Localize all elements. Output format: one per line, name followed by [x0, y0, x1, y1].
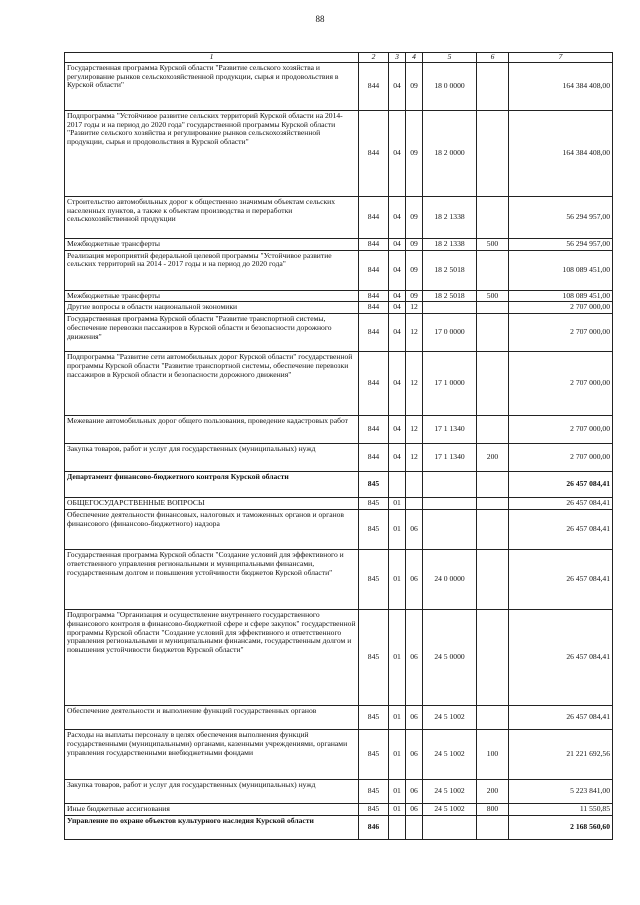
table-row: [65, 498, 613, 510]
vr-cell: 500: [477, 238, 509, 250]
rz-cell: [389, 472, 406, 498]
ved-cell: 844: [359, 238, 389, 250]
ved-cell: 845: [359, 705, 389, 729]
header-cell: 4: [406, 53, 423, 63]
vr-cell: [477, 472, 509, 498]
header-cell: 2: [359, 53, 389, 63]
ved-cell: 846: [359, 815, 389, 839]
vr-cell: [477, 549, 509, 609]
table-row: [65, 609, 613, 705]
pr-cell: [406, 472, 423, 498]
csr-cell: 24 0 0000: [423, 549, 477, 609]
ved-cell: 845: [359, 472, 389, 498]
ved-cell: 844: [359, 416, 389, 444]
ved-cell: 844: [359, 62, 389, 110]
csr-cell: [423, 815, 477, 839]
table-row: [65, 290, 613, 302]
ved-cell: 844: [359, 314, 389, 352]
row-name-cell: Межбюджетные трансферты: [65, 290, 359, 302]
pr-cell: 09: [406, 62, 423, 110]
sum-cell: 21 221 692,56: [509, 729, 613, 779]
vr-cell: 200: [477, 444, 509, 472]
rz-cell: [389, 815, 406, 839]
rz-cell: 01: [389, 705, 406, 729]
ved-cell: 845: [359, 498, 389, 510]
vr-cell: [477, 314, 509, 352]
row-name-cell: Межевание автомобильных дорог общего пользования, проведение кадастровых работ: [65, 416, 359, 444]
vr-cell: 800: [477, 803, 509, 815]
pr-cell: 06: [406, 803, 423, 815]
rz-cell: 01: [389, 803, 406, 815]
sum-cell: 26 457 084,41: [509, 498, 613, 510]
header-row: [65, 53, 613, 63]
row-name-cell: Реализация мероприятий федеральной целевой программы "Устойчивое развитие сельских территорий на 2014 - 2017 годы и на период до 2020 года": [65, 250, 359, 290]
sum-cell: 108 089 451,00: [509, 290, 613, 302]
vr-cell: 500: [477, 290, 509, 302]
header-cell: 6: [477, 53, 509, 63]
sum-cell: 2 707 000,00: [509, 314, 613, 352]
row-name-cell: Закупка товаров, работ и услуг для государственных (муниципальных) нужд: [65, 444, 359, 472]
sum-cell: 2 707 000,00: [509, 444, 613, 472]
rz-cell: 04: [389, 352, 406, 416]
pr-cell: 06: [406, 779, 423, 803]
csr-cell: 17 1 0000: [423, 352, 477, 416]
rz-cell: 04: [389, 302, 406, 314]
csr-cell: 18 2 1338: [423, 196, 477, 238]
ved-cell: 844: [359, 250, 389, 290]
rz-cell: 04: [389, 196, 406, 238]
rz-cell: 04: [389, 238, 406, 250]
csr-cell: [423, 509, 477, 549]
csr-cell: 17 1 1340: [423, 416, 477, 444]
table-row: [65, 314, 613, 352]
sum-cell: 164 384 408,00: [509, 62, 613, 110]
ved-cell: 844: [359, 110, 389, 196]
vr-cell: 200: [477, 779, 509, 803]
csr-cell: 24 5 1002: [423, 729, 477, 779]
csr-cell: [423, 302, 477, 314]
ved-cell: 845: [359, 729, 389, 779]
table-row: [65, 815, 613, 839]
header-cell: 3: [389, 53, 406, 63]
ved-cell: 845: [359, 609, 389, 705]
csr-cell: 17 0 0000: [423, 314, 477, 352]
table-row: [65, 549, 613, 609]
csr-cell: 24 5 1002: [423, 803, 477, 815]
rz-cell: 01: [389, 498, 406, 510]
sum-cell: 56 294 957,00: [509, 238, 613, 250]
row-name-cell: Государственная программа Курской области "Создание условий для эффективного и ответственного управления региональными и муниципальными финансами, государственным долгом и повышения устойчивости бюджетов Курской области": [65, 549, 359, 609]
row-name-cell: Подпрограмма "Устойчивое развитие сельских территорий Курской области на 2014-2017 годы и на период до 2020 года" государственной программы Курской области "Развитие сельского хозяйства и регулирование рынков сельскохозяйственной продукции, сырья и продовольствия в Курской области": [65, 110, 359, 196]
csr-cell: [423, 498, 477, 510]
pr-cell: 09: [406, 196, 423, 238]
rz-cell: 01: [389, 509, 406, 549]
sum-cell: 2 707 000,00: [509, 302, 613, 314]
csr-cell: [423, 472, 477, 498]
csr-cell: 18 0 0000: [423, 62, 477, 110]
pr-cell: 06: [406, 729, 423, 779]
vr-cell: [477, 498, 509, 510]
row-name-cell: Департамент финансово-бюджетного контроля Курской области: [65, 472, 359, 498]
row-name-cell: Государственная программа Курской области "Развитие транспортной системы, обеспечение перевозки пассажиров в Курской области и безопасности дорожного движения": [65, 314, 359, 352]
sum-cell: 26 457 084,41: [509, 549, 613, 609]
rz-cell: 01: [389, 549, 406, 609]
pr-cell: 12: [406, 444, 423, 472]
row-name-cell: Межбюджетные трансферты: [65, 238, 359, 250]
table-row: [65, 705, 613, 729]
pr-cell: 12: [406, 416, 423, 444]
sum-cell: 5 223 841,00: [509, 779, 613, 803]
pr-cell: 12: [406, 352, 423, 416]
sum-cell: 2 707 000,00: [509, 352, 613, 416]
row-name-cell: Другие вопросы в области национальной экономики: [65, 302, 359, 314]
csr-cell: 18 2 5018: [423, 290, 477, 302]
row-name-cell: Обеспечение деятельности финансовых, налоговых и таможенных органов и органов финансового (финансово-бюджетного) надзора: [65, 509, 359, 549]
sum-cell: 2 168 560,60: [509, 815, 613, 839]
pr-cell: 06: [406, 705, 423, 729]
csr-cell: 18 2 0000: [423, 110, 477, 196]
table-row: [65, 352, 613, 416]
ved-cell: 844: [359, 290, 389, 302]
sum-cell: 26 457 084,41: [509, 609, 613, 705]
row-name-cell: ОБЩЕГОСУДАРСТВЕННЫЕ ВОПРОСЫ: [65, 498, 359, 510]
row-name-cell: Строительство автомобильных дорог к общественно значимым объектам сельских населенных пунктов, а также к объектам производства и переработки сельскохозяйственной продукции: [65, 196, 359, 238]
ved-cell: 844: [359, 302, 389, 314]
table-row: [65, 196, 613, 238]
ved-cell: 845: [359, 779, 389, 803]
vr-cell: [477, 509, 509, 549]
rz-cell: 01: [389, 729, 406, 779]
ved-cell: 845: [359, 803, 389, 815]
header-cell: 7: [509, 53, 613, 63]
vr-cell: [477, 302, 509, 314]
rz-cell: 04: [389, 250, 406, 290]
rz-cell: 01: [389, 779, 406, 803]
vr-cell: [477, 416, 509, 444]
ved-cell: 844: [359, 196, 389, 238]
rz-cell: 04: [389, 62, 406, 110]
vr-cell: 100: [477, 729, 509, 779]
rz-cell: 04: [389, 110, 406, 196]
table-row: [65, 509, 613, 549]
pr-cell: 06: [406, 549, 423, 609]
ved-cell: 844: [359, 352, 389, 416]
csr-cell: 24 5 0000: [423, 609, 477, 705]
vr-cell: [477, 250, 509, 290]
vr-cell: [477, 110, 509, 196]
row-name-cell: Закупка товаров, работ и услуг для государственных (муниципальных) нужд: [65, 779, 359, 803]
sum-cell: 164 384 408,00: [509, 110, 613, 196]
header-cell: 5: [423, 53, 477, 63]
rz-cell: 01: [389, 609, 406, 705]
ved-cell: 845: [359, 509, 389, 549]
pr-cell: 09: [406, 250, 423, 290]
table-row: [65, 110, 613, 196]
vr-cell: [477, 705, 509, 729]
pr-cell: 09: [406, 290, 423, 302]
pr-cell: [406, 815, 423, 839]
sum-cell: 56 294 957,00: [509, 196, 613, 238]
table-row: [65, 250, 613, 290]
pr-cell: 09: [406, 238, 423, 250]
table-row: [65, 803, 613, 815]
rz-cell: 04: [389, 290, 406, 302]
rz-cell: 04: [389, 416, 406, 444]
csr-cell: 24 5 1002: [423, 705, 477, 729]
header-cell: 1: [65, 53, 359, 63]
ved-cell: 844: [359, 444, 389, 472]
csr-cell: 17 1 1340: [423, 444, 477, 472]
row-name-cell: Обеспечение деятельности и выполнение функций государственных органов: [65, 705, 359, 729]
pr-cell: 06: [406, 509, 423, 549]
table-row: [65, 62, 613, 110]
sum-cell: 108 089 451,00: [509, 250, 613, 290]
table-row: [65, 302, 613, 314]
rz-cell: 04: [389, 314, 406, 352]
row-name-cell: Подпрограмма "Развитие сети автомобильных дорог Курской области" государственной программы Курской области "Развитие транспортной системы, обеспечение перевозки пассажиров в Курской области и безопасности дорожного движения": [65, 352, 359, 416]
sum-cell: 26 457 084,41: [509, 705, 613, 729]
sum-cell: 11 550,85: [509, 803, 613, 815]
table-row: [65, 416, 613, 444]
vr-cell: [477, 62, 509, 110]
row-name-cell: Государственная программа Курской области "Развитие сельского хозяйства и регулирование рынков сельскохозяйственной продукции, сырья и продовольствия в Курской области": [65, 62, 359, 110]
table-row: [65, 444, 613, 472]
rz-cell: 04: [389, 444, 406, 472]
vr-cell: [477, 196, 509, 238]
pr-cell: 12: [406, 314, 423, 352]
csr-cell: 24 5 1002: [423, 779, 477, 803]
vr-cell: [477, 815, 509, 839]
ved-cell: 845: [359, 549, 389, 609]
pr-cell: 09: [406, 110, 423, 196]
pr-cell: 12: [406, 302, 423, 314]
csr-cell: 18 2 1338: [423, 238, 477, 250]
table-row: [65, 729, 613, 779]
row-name-cell: Подпрограмма "Организация и осуществление внутреннего государственного финансового контроля в финансово-бюджетной сфере и сфере закупок" государственной программы Курской области "Создание условий для эффективного и ответственного управления региональными и муниципальными финансами, государственным долгом и повышения устойчивости бюджетов Курской области": [65, 609, 359, 705]
row-name-cell: Иные бюджетные ассигнования: [65, 803, 359, 815]
table-row: [65, 472, 613, 498]
budget-table: [64, 52, 613, 840]
row-name-cell: Расходы на выплаты персоналу в целях обеспечения выполнения функций государственными (муниципальными) органами, казенными учреждениями, органами управления государственными внебюджетными фондами: [65, 729, 359, 779]
sum-cell: 2 707 000,00: [509, 416, 613, 444]
csr-cell: 18 2 5018: [423, 250, 477, 290]
sum-cell: 26 457 084,41: [509, 472, 613, 498]
page-number: 88: [315, 14, 325, 24]
vr-cell: [477, 609, 509, 705]
pr-cell: [406, 498, 423, 510]
table-row: [65, 779, 613, 803]
row-name-cell: Управление по охране объектов культурного наследия Курской области: [65, 815, 359, 839]
vr-cell: [477, 352, 509, 416]
table-row: [65, 238, 613, 250]
sum-cell: 26 457 084,41: [509, 509, 613, 549]
pr-cell: 06: [406, 609, 423, 705]
